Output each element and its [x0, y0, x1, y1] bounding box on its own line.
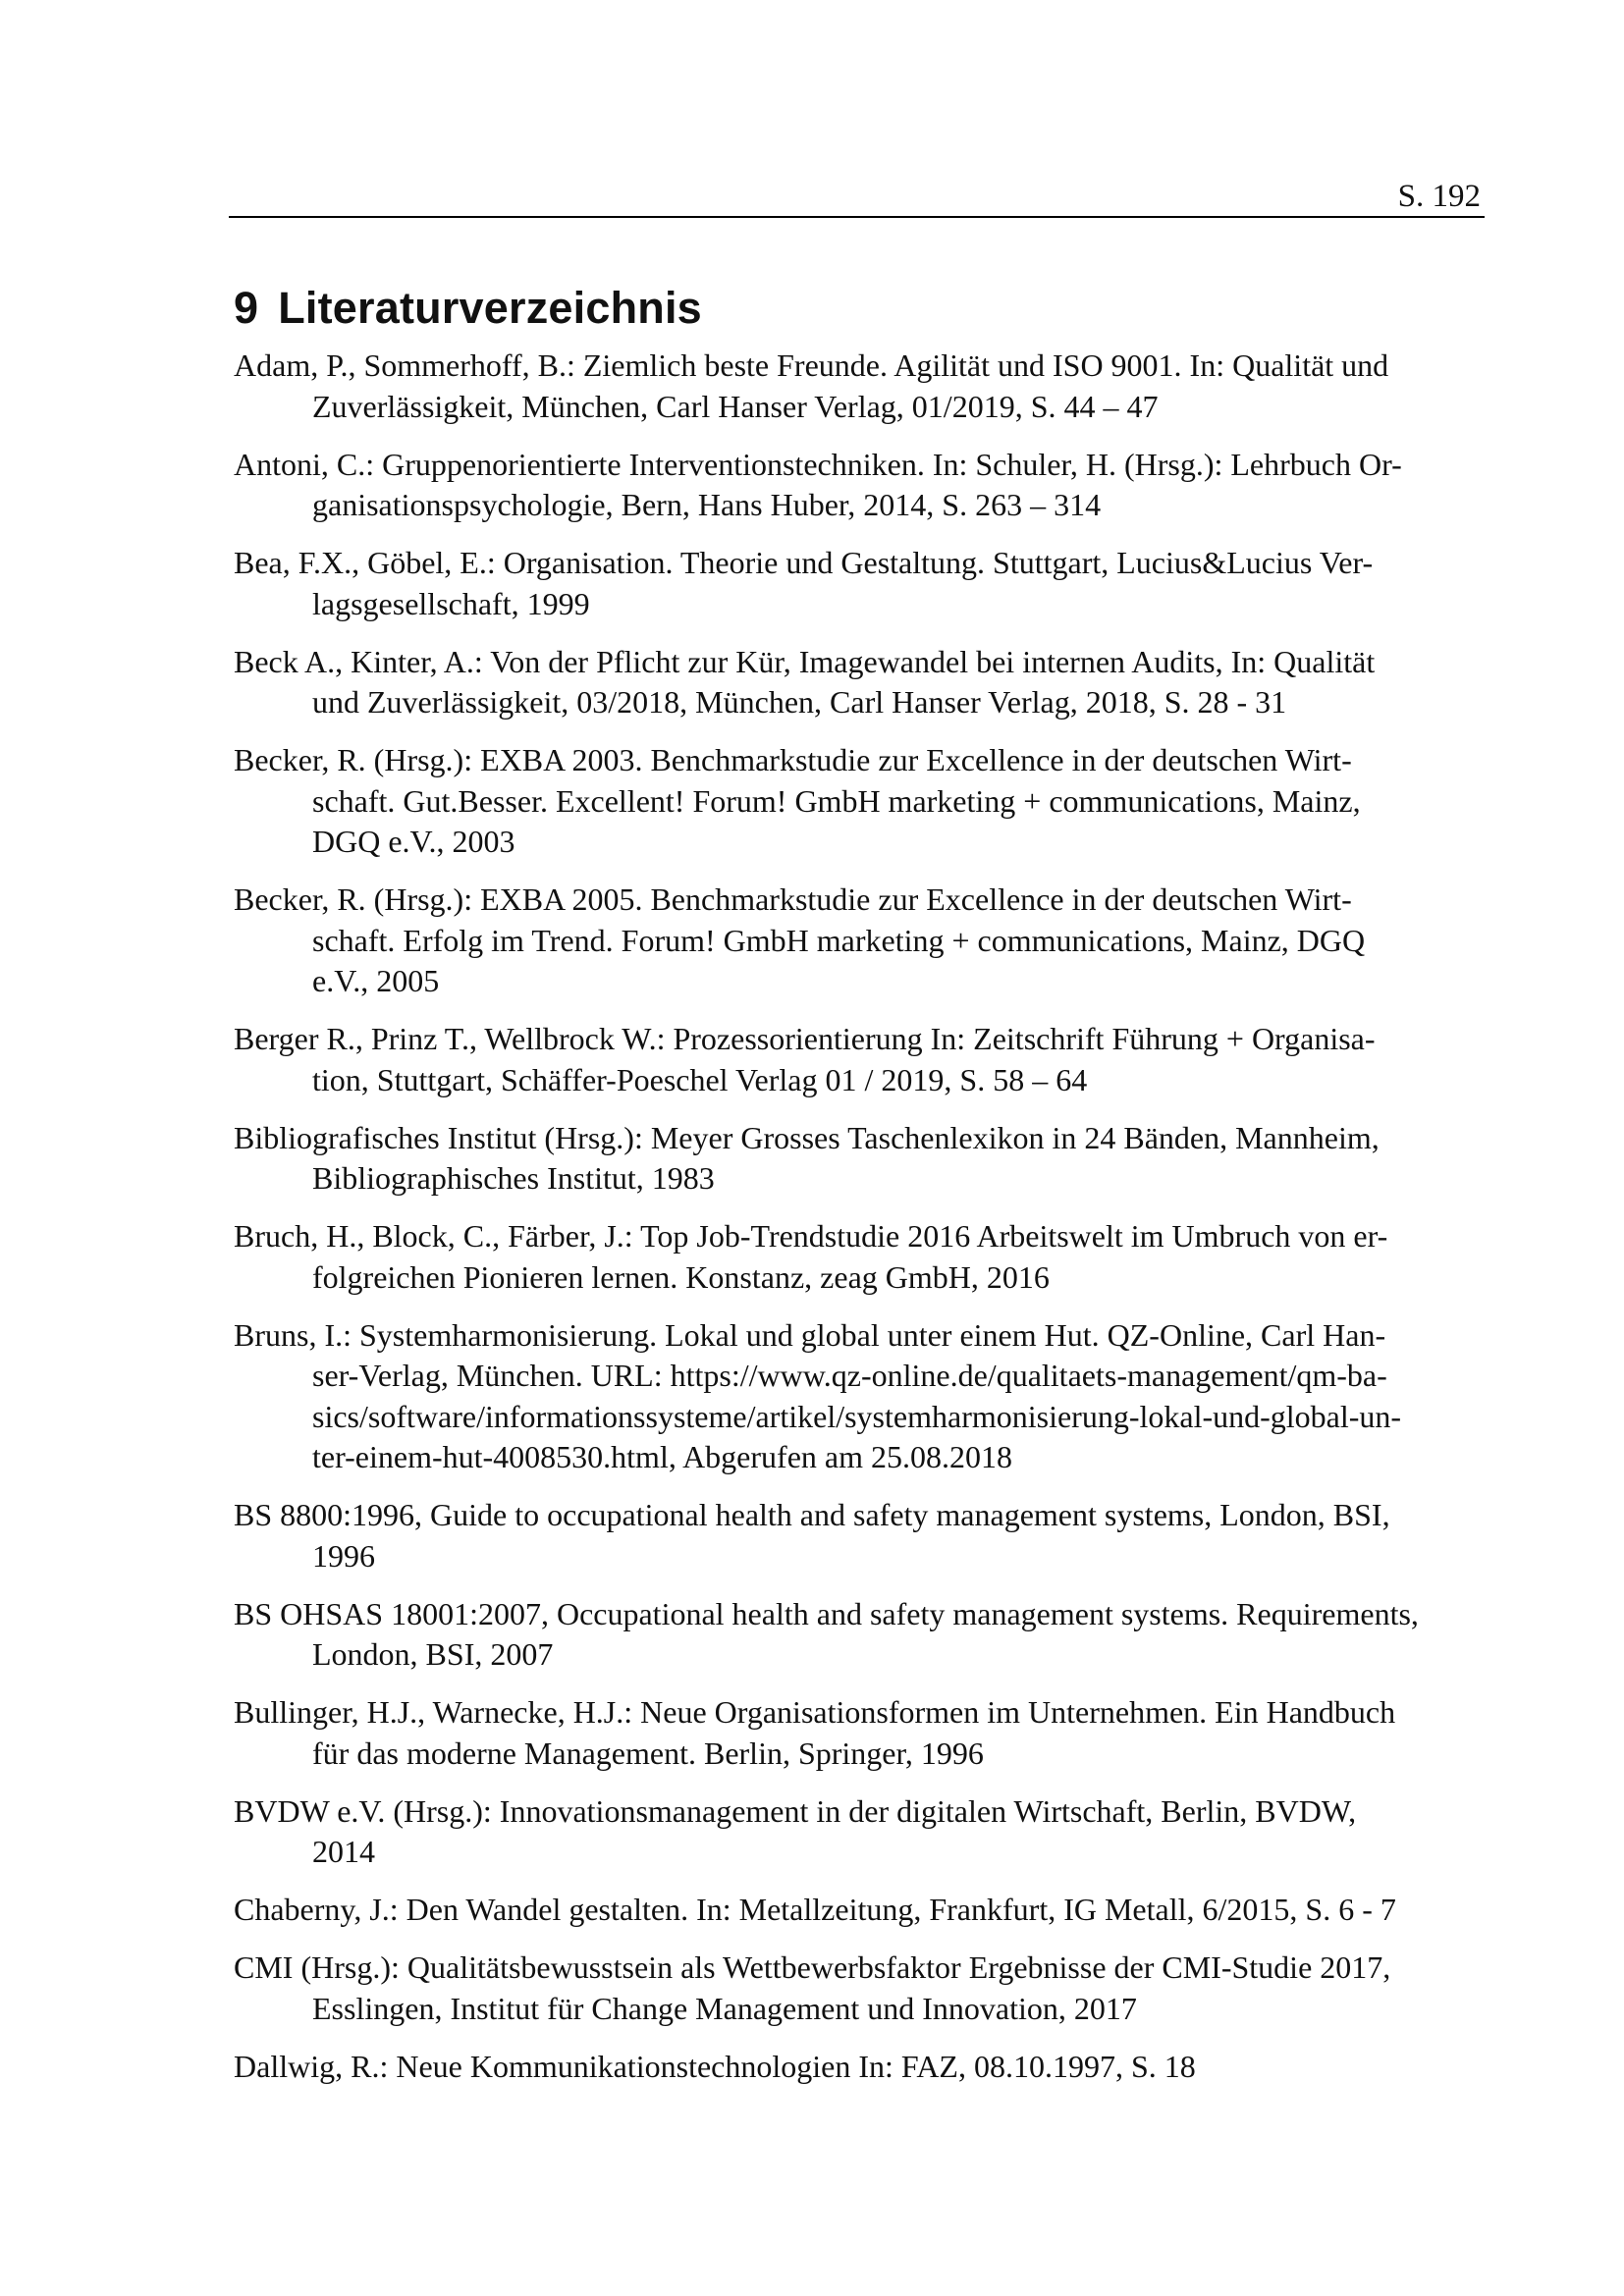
bibliography-list	[234, 346, 1483, 2105]
chapter-number: 9	[234, 283, 259, 333]
page-number: S. 192	[1397, 179, 1481, 214]
reference-entry: Bullinger, H.J., Warnecke, H.J.: Neue Organisationsformen im Unternehmen. Ein Handbuch für das moderne Management. Berlin, Springer, 1996	[234, 1694, 1396, 1771]
reference-entry: BS 8800:1996, Guide to occupational health and safety management systems, London, BSI, 1996	[234, 1497, 1390, 1574]
reference-entry: Bruch, H., Block, C., Färber, J.: Top Job-Trendstudie 2016 Arbeitswelt im Umbruch von er- folgreichen Pionieren lernen. Konstanz, zeag GmbH, 2016	[234, 1218, 1388, 1295]
reference-entry: BS OHSAS 18001:2007, Occupational health and safety management systems. Requirements, London, BSI, 2007	[234, 1595, 1419, 1672]
chapter-title: Literaturverzeichnis	[278, 283, 702, 333]
reference-entry: CMI (Hrsg.): Qualitätsbewusstsein als Wettbewerbsfaktor Ergebnisse der CMI-Studie 2017, Esslingen, Institut für Change Management und Innovation, 2017	[234, 1949, 1391, 2026]
header-rule	[229, 216, 1485, 218]
reference-entry: Adam, P., Sommerhoff, B.: Ziemlich beste Freunde. Agilität und ISO 9001. In: Qualität und Zuverlässigkeit, München, Carl Hanser Verlag, 01/2019, S. 44 – 47	[234, 347, 1389, 424]
reference-entry: Becker, R. (Hrsg.): EXBA 2005. Benchmarkstudie zur Excellence in der deutschen Wirt- schaft. Erfolg im Trend. Forum! GmbH marketing + communications, Mainz, DGQ e.V., 2005	[234, 881, 1366, 998]
chapter-heading	[234, 281, 702, 336]
reference-entry: Bea, F.X., Göbel, E.: Organisation. Theorie und Gestaltung. Stuttgart, Lucius&Lucius Ver- lagsgesellschaft, 1999	[234, 545, 1374, 621]
reference-entry: Becker, R. (Hrsg.): EXBA 2003. Benchmarkstudie zur Excellence in der deutschen Wirt- schaft. Gut.Besser. Excellent! Forum! GmbH marketing + communications, Mainz, DGQ e.V., 2003	[234, 742, 1361, 859]
reference-entry: Dallwig, R.: Neue Kommunikationstechnologien In: FAZ, 08.10.1997, S. 18	[234, 2048, 1196, 2084]
reference-entry: Bruns, I.: Systemharmonisierung. Lokal und global unter einem Hut. QZ-Online, Carl Han- ser-Verlag, München. URL: https://www.qz-online.de/qualitaets-management/qm-ba- sics/software/informationssysteme/artikel/systemharmonisierung-lokal-und-global-un- ter-einem-hut-4008530.html, Abgerufen am 25.08.2018	[234, 1316, 1402, 1474]
reference-entry: BVDW e.V. (Hrsg.): Innovationsmanagement in der digitalen Wirtschaft, Berlin, BVDW, 2014	[234, 1792, 1357, 1869]
reference-entry: Beck A., Kinter, A.: Von der Pflicht zur Kür, Imagewandel bei internen Audits, In: Qualität und Zuverlässigkeit, 03/2018, München, Carl Hanser Verlag, 2018, S. 28 - 31	[234, 643, 1376, 720]
reference-entry: Antoni, C.: Gruppenorientierte Interventionstechniken. In: Schuler, H. (Hrsg.): Lehrbuch Or- ganisationspsychologie, Bern, Hans Huber, 2014, S. 263 – 314	[234, 446, 1402, 522]
reference-entry: Chaberny, J.: Den Wandel gestalten. In: Metallzeitung, Frankfurt, IG Metall, 6/2015, S. 6 - 7	[234, 1892, 1396, 1927]
reference-entry: Berger R., Prinz T., Wellbrock W.: Prozessorientierung In: Zeitschrift Führung + Organisa- tion, Stuttgart, Schäffer-Poeschel Verlag 01 / 2019, S. 58 – 64	[234, 1021, 1376, 1097]
reference-entry: Bibliografisches Institut (Hrsg.): Meyer Grosses Taschenlexikon in 24 Bänden, Mannheim, Bibliographisches Institut, 1983	[234, 1119, 1380, 1196]
